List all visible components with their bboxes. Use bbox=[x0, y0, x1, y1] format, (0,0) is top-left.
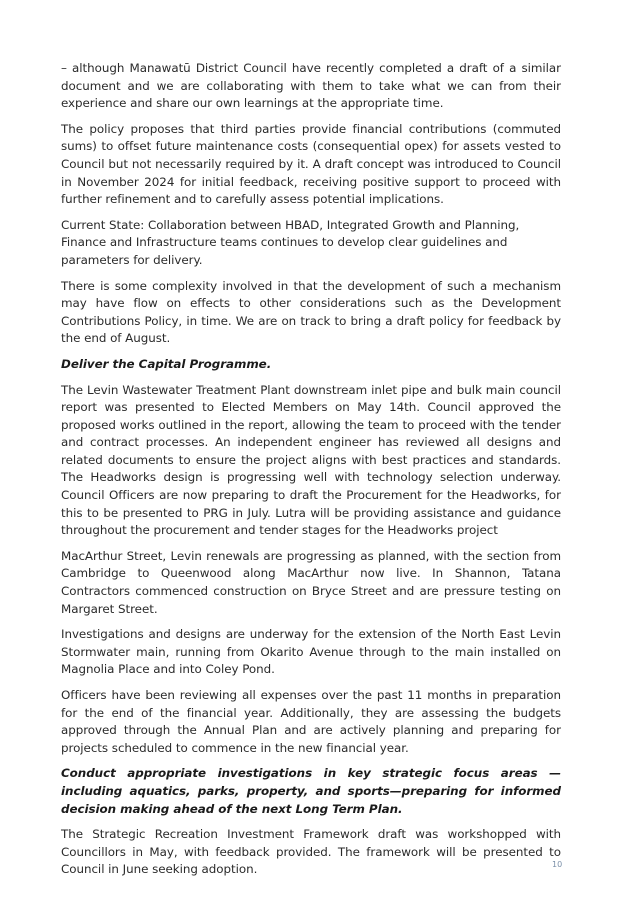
paragraph-current-state: Current State: Collaboration between HBAD, Integrated Growth and Planning, Finance and Infrastructure teams continues to develop clear guidelines and parameters for delivery. bbox=[61, 217, 520, 267]
paragraph-collaboration-note: – although Manawatū District Council have recently completed a draft of a similar document and we are collaborating with them to take what we can from their experience and share our own learnings at the appropriate time. bbox=[61, 61, 561, 111]
document-body bbox=[61, 60, 561, 887]
paragraph-recreation-framework: The Strategic Recreation Investment Framework draft was workshopped with Councillors in May, with feedback provided. The framework will be presented to Council in June seeking adoption. bbox=[61, 827, 561, 877]
heading-strategic-investigations: Conduct appropriate investigations in key strategic focus areas —including aquatics, parks, property, and sports—preparing for informed decision making ahead of the next Long Term Plan. bbox=[61, 766, 561, 816]
paragraph-complexity: There is some complexity involved in that the development of such a mechanism may have flow on effects to other considerations such as the Development Contributions Policy, in time. We are on track to bring a draft policy for feedback by the end of August. bbox=[61, 278, 561, 346]
paragraph-macarthur-street: MacArthur Street, Levin renewals are progressing as planned, with the section from Cambridge to Queenwood along MacArthur now live. In Shannon, Tatana Contractors commenced construction on Bryce Street and are pressure testing on Margaret Street. bbox=[61, 548, 561, 616]
paragraph-stormwater-investigation: Investigations and designs are underway for the extension of the North East Levin Stormwater main, running from Okarito Avenue through to the main installed on Magnolia Place and into Coley Pond. bbox=[61, 627, 561, 677]
page-number: 10 bbox=[552, 860, 563, 869]
paragraph-expense-review: Officers have been reviewing all expenses over the past 11 months in preparation for the end of the financial year. Additionally, they are assessing the budgets approved through the Annual Plan and are actively planning and preparing for projects scheduled to commence in the new financial year. bbox=[61, 688, 561, 755]
heading-capital-programme: Deliver the Capital Programme. bbox=[61, 356, 272, 371]
paragraph-wastewater-plant: The Levin Wastewater Treatment Plant downstream inlet pipe and bulk main council report was presented to Elected Members on May 14th. Council approved the proposed works outlined in the report, allowing the team to proceed with the tender and contract processes. An independent engineer has reviewed all designs and related documents to ensure the project aligns with best practices and standards. The Headworks design is progressing well with technology selection underway. Council Officers are now preparing to draft the Procurement for the Headworks, for this to be presented to PRG in July. Lutra will be providing assistance and guidance throughout the procurement and tender stages for the Headworks project bbox=[61, 382, 561, 538]
paragraph-policy-proposal: The policy proposes that third parties provide financial contributions (commuted sums) to offset future maintenance costs (consequential opex) for assets vested to Council but not necessarily required by it. A draft concept was introduced to Council in November 2024 for initial feedback, receiving positive support to proceed with further refinement and to carefully assess potential implications. bbox=[61, 121, 561, 207]
